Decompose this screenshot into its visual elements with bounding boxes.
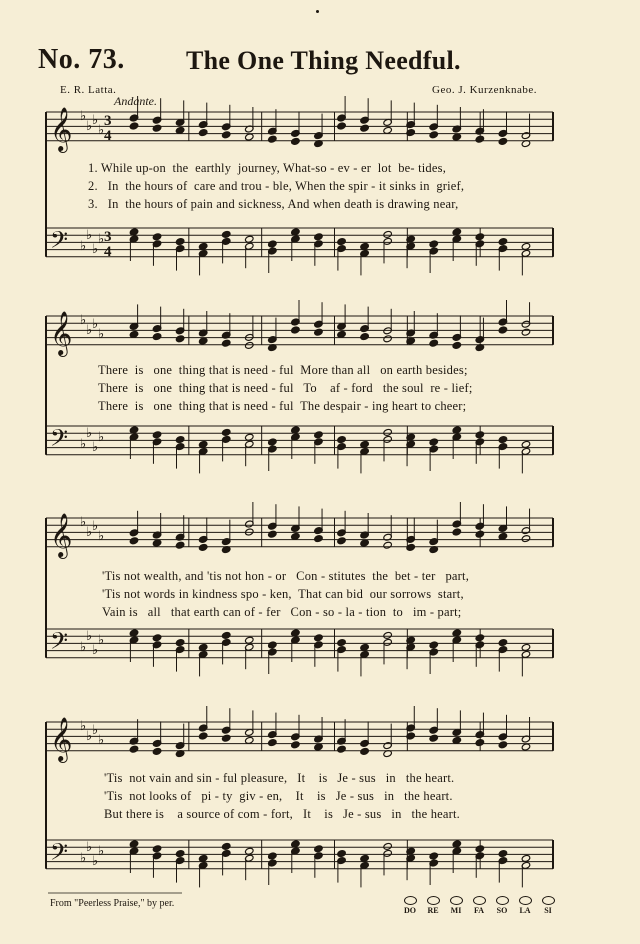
note-head [245,133,254,141]
note-head [268,530,277,538]
note-head [383,230,392,238]
note-head [498,639,507,647]
note-head [337,238,346,246]
note-head [429,852,438,860]
lyric-line: 'Tis not vain and sin - ful pleasure, It is Je - sus in the heart. [104,771,455,785]
hymn-number: No. 73. [38,44,125,75]
note-head [498,436,507,444]
note-head [429,438,438,446]
bass-clef-icon: 𝄢 [50,838,69,871]
lyric-line: There is one thing that is need - ful The despair - ing heart to cheer; [98,399,467,413]
flat-icon: ♭ [92,440,99,455]
flat-icon: ♭ [80,437,87,452]
note-head [475,135,484,143]
note-head [383,428,392,436]
note-head [152,747,161,755]
flat-icon: ♭ [98,327,105,342]
note-head [383,631,392,639]
hymn-title: The One Thing Needful. [186,46,461,75]
note-head [498,326,507,334]
note-head [429,131,438,139]
lyric-line: There is one thing that is need - ful To af - ford the soul re - lief; [98,381,473,395]
flat-icon: ♭ [80,719,87,734]
note-head [475,530,484,538]
flat-icon: ♭ [92,643,99,658]
note-head [222,734,231,742]
note-head [198,543,207,551]
note-head [475,431,484,439]
solfege-la: LA [513,896,537,915]
note-head [337,639,346,647]
note-head [498,137,507,145]
note-head [198,129,207,137]
note-head [337,122,346,130]
note-head [314,743,323,751]
flat-icon: ♭ [86,228,93,243]
flat-icon: ♭ [92,113,99,128]
note-head [475,233,484,241]
lyric-line: 2. In the hours of care and trou - ble, When the spir - it sinks in grief, [88,179,465,193]
note-head [337,850,346,858]
note-head [429,240,438,248]
solfege-fa: FA [467,896,491,915]
flat-icon: ♭ [92,723,99,738]
flat-icon: ♭ [86,426,93,441]
tempo-marking: Andante. [114,94,157,108]
time-signature: 4 [104,128,112,144]
note-head [175,639,184,647]
note-head [383,541,392,549]
flat-icon: ♭ [92,242,99,257]
note-head [291,741,300,749]
flat-icon: ♭ [92,854,99,869]
note-head [268,240,277,248]
lyric-line: But there is a source of com - fort, It is Je - sus in the heart. [104,807,460,821]
treble-clef-icon: 𝄞 [50,311,73,355]
note-head [222,428,231,436]
note-head [337,537,346,545]
note-head [152,431,161,439]
flat-icon: ♭ [86,525,93,540]
flat-icon: ♭ [80,640,87,655]
note-head [268,438,277,446]
note-head [498,238,507,246]
note-head [314,233,323,241]
note-head [360,124,369,132]
note-head [452,133,461,141]
note-head [175,335,184,343]
note-head [475,634,484,642]
lyric-line: 'Tis not words in kindness spo - ken, That can bid our sorrows start, [102,587,464,601]
note-head [175,850,184,858]
note-head [429,734,438,742]
lyric-line: 3. In the hours of pain and sickness, And when death is drawing near, [88,197,459,211]
note-head [429,339,438,347]
note-head [521,743,530,751]
bass-clef-icon: 𝄢 [50,424,69,457]
flat-icon: ♭ [86,629,93,644]
lyric-line: Vain is all that earth can of - fer Con - so - la - tion to im - part; [102,605,462,619]
solfege-re: RE [421,896,445,915]
flat-icon: ♭ [98,232,105,247]
flat-icon: ♭ [98,733,105,748]
note-head [129,537,138,545]
note-head [337,436,346,444]
bass-clef-icon: 𝄢 [50,627,69,660]
time-signature: 3 [104,113,112,129]
treble-clef-icon: 𝄞 [50,107,73,151]
bass-clef-icon: 𝄢 [50,226,69,259]
lyric-line: 'Tis not wealth, and 'tis not hon - or Con - stitutes the bet - ter part, [102,569,470,583]
time-signature: 4 [104,244,112,260]
note-head [222,631,231,639]
solfege-si: SI [536,896,560,915]
note-head [360,747,369,755]
note-head [152,233,161,241]
flat-icon: ♭ [98,844,105,859]
lyric-line: 1. While up-on the earthly journey, What-so - ev - er lot be- tides, [88,161,447,175]
note-head [314,634,323,642]
flat-icon: ♭ [98,529,105,544]
note-head [521,535,530,543]
flat-icon: ♭ [86,323,93,338]
note-head [521,328,530,336]
flat-icon: ♭ [92,317,99,332]
note-head [360,333,369,341]
note-head [314,328,323,336]
note-head [198,337,207,345]
note-head [268,641,277,649]
note-head [314,535,323,543]
note-head [152,539,161,547]
note-head [222,230,231,238]
flat-icon: ♭ [86,119,93,134]
flat-icon: ♭ [86,840,93,855]
note-head [222,339,231,347]
note-head [291,137,300,145]
note-head [475,739,484,747]
flat-icon: ♭ [80,313,87,328]
note-head [498,850,507,858]
flat-icon: ♭ [86,729,93,744]
note-head [152,333,161,341]
note-head [452,528,461,536]
note-head [175,238,184,246]
time-signature: 3 [104,229,112,245]
flat-icon: ♭ [98,430,105,445]
note-head [245,341,254,349]
note-head [383,842,392,850]
flat-icon: ♭ [98,633,105,648]
note-head [129,745,138,753]
solfege-so: SO [490,896,514,915]
note-head [222,131,231,139]
flat-icon: ♭ [80,851,87,866]
flat-icon: ♭ [80,515,87,530]
flat-icon: ♭ [92,519,99,534]
note-head [291,326,300,334]
note-head [129,122,138,130]
note-head [152,845,161,853]
note-head [360,539,369,547]
note-head [198,732,207,740]
solfege-do: DO [398,896,422,915]
source-credit: From "Peerless Praise," by per. [50,898,175,909]
note-head [475,845,484,853]
flat-icon: ♭ [80,109,87,124]
lyricist: E. R. Latta. [60,84,117,96]
flat-icon: ♭ [98,123,105,138]
note-head [452,341,461,349]
lyric-line: There is one thing that is need - ful More than all on earth besides; [98,363,468,377]
note-head [268,739,277,747]
note-head [383,335,392,343]
composer: Geo. J. Kurzenknabe. [432,84,537,96]
note-head [498,741,507,749]
note-head [314,431,323,439]
note-head [268,135,277,143]
note-head [175,436,184,444]
note-head [314,845,323,853]
note-head [222,842,231,850]
note-head [152,634,161,642]
note-head [152,124,161,132]
solfege-mi: MI [444,896,468,915]
flat-icon: ♭ [80,239,87,254]
lyric-line: 'Tis not looks of pi - ty giv - en, It is Je - sus in the heart. [104,789,453,803]
note-head [175,541,184,549]
treble-clef-icon: 𝄞 [50,513,73,557]
note-head [337,745,346,753]
note-head [429,641,438,649]
treble-clef-icon: 𝄞 [50,717,73,761]
note-head [268,852,277,860]
